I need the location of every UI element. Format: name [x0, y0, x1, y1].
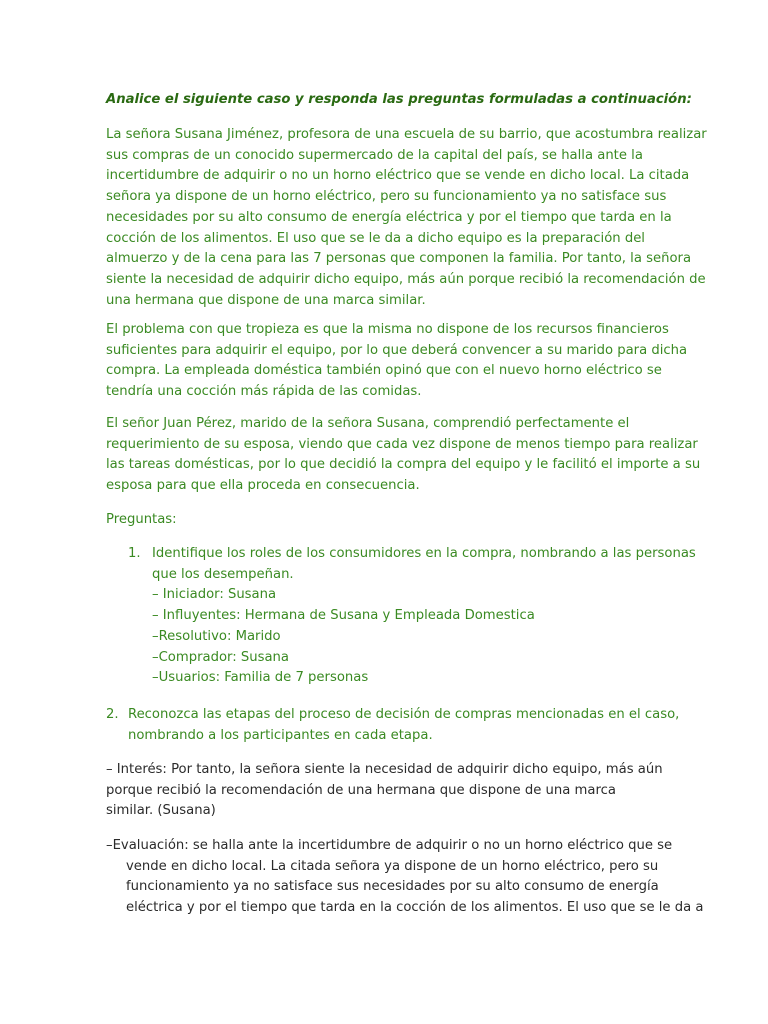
question-line: Identifique los roles de los consumidores en la compra, nombrando a las personas: [152, 546, 696, 561]
question-body: [128, 705, 706, 746]
role-usuarios: –Usuarios: Familia de 7 personas: [152, 670, 369, 686]
answer-line: funcionamiento ya no satisface sus necesidades por su alto consumo de energía: [126, 879, 659, 895]
answer-line: –Evaluación: se halla ante la incertidumbre de adquirir o no un horno eléctrico que se: [106, 838, 673, 853]
question-number: 1.: [128, 546, 141, 561]
role-iniciador: – Iniciador: Susana: [152, 587, 277, 603]
question-number: 2.: [106, 707, 119, 722]
paragraph-line: señora ya dispone de un horno eléctrico, pero su funcionamiento ya no satisface sus: [106, 189, 667, 205]
paragraph-line: cocción de los alimentos. El uso que se le da a dicho equipo es la preparación del: [106, 230, 645, 246]
paragraph-line: El problema con que tropieza es que la misma no dispone de los recursos financieros: [106, 322, 669, 337]
case-paragraph-2: [106, 320, 688, 403]
case-paragraph-3: [106, 414, 701, 497]
paragraph-line: La señora Susana Jiménez, profesora de una escuela de su barrio, que acostumbra realizar: [106, 127, 707, 142]
role-resolutivo: –Resolutivo: Marido: [152, 628, 281, 644]
case-paragraph-1: [106, 125, 707, 311]
paragraph-line: incertidumbre de adquirir o no un horno eléctrico que se vende en dicho local. La citada: [106, 168, 690, 184]
paragraph-line: El señor Juan Pérez, marido de la señora Susana, comprendió perfectamente el: [106, 416, 630, 431]
answer-line: similar. (Susana): [106, 803, 216, 819]
paragraph-line: suficientes para adquirir el equipo, por lo que deberá convencer a su marido para dicha: [106, 342, 688, 358]
role-influyentes: – Influyentes: Hermana de Susana y Empleada Domestica: [152, 608, 535, 624]
answer-line: vende en dicho local. La citada señora ya dispone de un horno eléctrico, pero su: [126, 858, 659, 874]
question-line: nombrando a los participantes en cada etapa.: [128, 727, 433, 743]
paragraph-line: una hermana que dispone de una marca similar.: [106, 292, 426, 308]
answer-line: eléctrica y por el tiempo que tarda en la cocción de los alimentos. El uso que se le da a: [126, 900, 704, 916]
preguntas-label: Preguntas:: [106, 512, 177, 527]
role-comprador: –Comprador: Susana: [152, 649, 289, 665]
paragraph-line: sus compras de un conocido supermercado de la capital del país, se halla ante la: [106, 147, 643, 163]
question-2: [106, 705, 706, 746]
answer-interes: [106, 760, 666, 822]
document-heading: Analice el siguiente caso y responda las preguntas formuladas a continuación:: [106, 92, 692, 107]
paragraph-line: esposa para que ella proceda en consecuencia.: [106, 478, 420, 494]
paragraph-line: siente la necesidad de adquirir dicho equipo, más aún porque recibió la recomendación de: [106, 271, 706, 287]
paragraph-line: necesidades por su alto consumo de energía eléctrica y por el tiempo que tarda en la: [106, 209, 672, 225]
question-1: [106, 544, 706, 689]
answer-evaluacion: [106, 836, 704, 919]
paragraph-line: compra. La empleada doméstica también opinó que con el nuevo horno eléctrico se: [106, 363, 662, 379]
paragraph-line: requerimiento de su esposa, viendo que cada vez dispone de menos tiempo para realizar: [106, 436, 698, 452]
paragraph-line: tendría una cocción más rápida de las comidas.: [106, 384, 422, 400]
question-line: Reconozca las etapas del proceso de decisión de compras mencionadas en el caso,: [128, 707, 680, 722]
paragraph-line: almuerzo y de la cena para las 7 personas que componen la familia. Por tanto, la señora: [106, 251, 692, 267]
answer-line: porque recibió la recomendación de una hermana que dispone de una marca: [106, 782, 616, 798]
question-line: que los desempeñan.: [152, 566, 294, 582]
answer-line: – Interés: Por tanto, la señora siente la necesidad de adquirir dicho equipo, más aún: [106, 762, 663, 777]
paragraph-line: las tareas domésticas, por lo que decidió la compra del equipo y le facilitó el importe a su: [106, 457, 701, 473]
question-body: [152, 544, 706, 689]
